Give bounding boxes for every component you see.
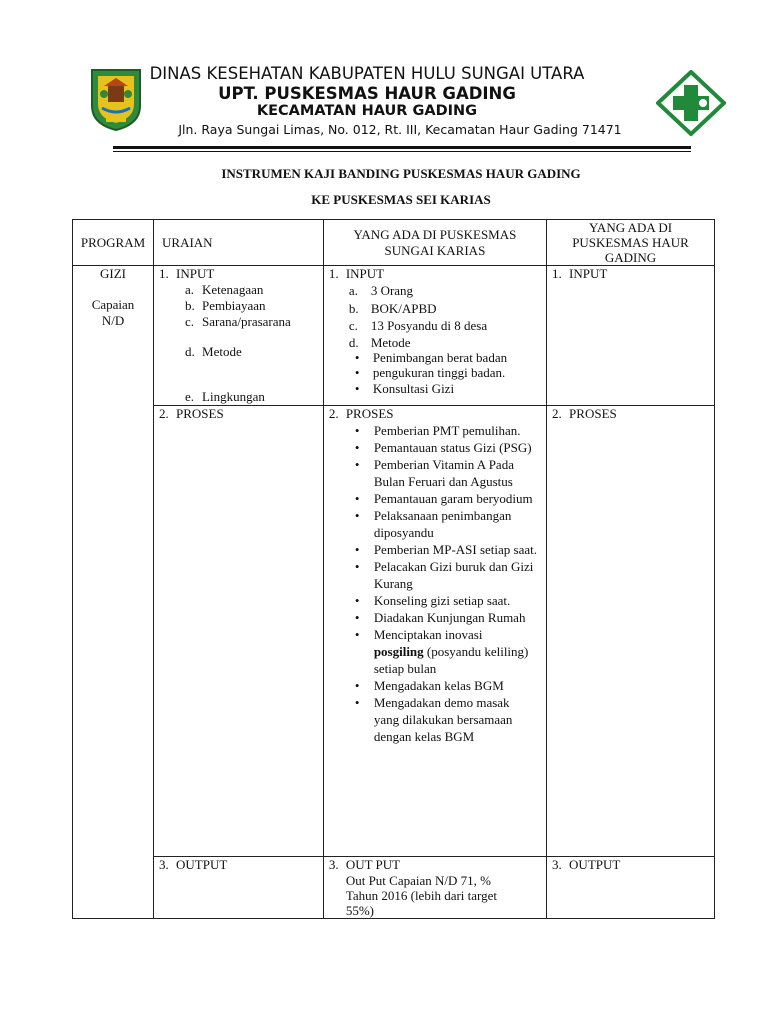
program-sub2: N/D	[101, 313, 125, 328]
list-item: • Pelacakan Gizi buruk dan Gizi Kurang	[324, 558, 538, 592]
list-item: • Pemberian MP-ASI setiap saat.	[324, 541, 538, 558]
program-cell	[73, 266, 154, 919]
list-item: • Pemberian PMT pemulihan.	[324, 422, 538, 439]
haur-output-cell	[547, 857, 715, 919]
table-row-proses	[73, 406, 715, 857]
header-sungai-karias: YANG ADA DI PUSKESMAS SUNGAI KARIAS	[323, 220, 546, 266]
list-item: d. Metode	[185, 344, 242, 359]
inovasi-name: posgiling	[373, 644, 424, 659]
table-row-output	[73, 857, 715, 919]
list-item: b. Pembiayaan	[185, 298, 266, 313]
program-sub1: Capaian	[91, 297, 135, 312]
list-item: 3. OUTPUT	[159, 857, 228, 872]
table-row-input	[73, 266, 715, 406]
list-item: • Konseling gizi setiap saat.	[324, 592, 538, 609]
uraian-input-cell	[154, 266, 324, 406]
list-item: 2. PROSES	[552, 406, 617, 421]
header-program: PROGRAM	[73, 220, 154, 266]
list-item: • Penimbangan berat badan	[324, 350, 546, 366]
list-item: • Mengadakan kelas BGM	[324, 677, 538, 694]
list-item: 3. OUTPUT	[552, 857, 621, 872]
karias-input-cell	[323, 266, 546, 406]
list-item: • Pemantauan status Gizi (PSG)	[324, 439, 538, 456]
list-item: 1. INPUT	[328, 266, 385, 281]
list-item: c. Sarana/prasarana	[185, 314, 291, 329]
karias-proses-cell	[323, 406, 546, 857]
comparison-table	[72, 219, 715, 919]
output-description: Out Put Capaian N/D 71, % Tahun 2016 (lebih dari target 55%)	[345, 873, 498, 918]
list-item: • Mengadakan demo masak yang dilakukan bersamaan dengan kelas BGM	[324, 694, 538, 745]
list-item: • Menciptakan inovasi posgiling (posyandu keliling) setiap bulan	[324, 626, 538, 677]
list-item: c. 13 Posyandu di 8 desa	[348, 318, 488, 333]
list-item: 1. INPUT	[159, 266, 215, 281]
table-header-row	[73, 220, 715, 266]
list-item: • Konsultasi Gizi	[324, 381, 546, 397]
list-item: 2. PROSES	[328, 406, 394, 421]
list-item: 3. OUT PUT	[328, 857, 401, 872]
letterhead-divider	[113, 146, 691, 149]
document-subtitle: KE PUSKESMAS SEI KARIAS	[311, 192, 491, 207]
list-item: • Diadakan Kunjungan Rumah	[324, 609, 538, 626]
list-item: a. Ketenagaan	[185, 282, 264, 297]
karias-output-cell	[323, 857, 546, 919]
letterhead-district: KECAMATAN HAUR GADING	[256, 103, 478, 119]
list-item: • pengukuran tinggi badan.	[324, 365, 546, 381]
list-item: e. Lingkungan	[185, 389, 265, 404]
list-item: 1. INPUT	[552, 266, 608, 281]
header-uraian: URAIAN	[154, 220, 324, 266]
uraian-output-cell	[154, 857, 324, 919]
list-item: a. 3 Orang	[348, 283, 414, 298]
letterhead-agency: DINAS KESEHATAN KABUPATEN HULU SUNGAI UTARA	[149, 64, 585, 83]
document-title: INSTRUMEN KAJI BANDING PUSKESMAS HAUR GADING	[221, 166, 581, 181]
haur-proses-cell	[547, 406, 715, 857]
list-item: d. Metode	[348, 334, 411, 350]
list-item: 2. PROSES	[159, 406, 224, 421]
program-name: GIZI	[100, 266, 126, 281]
letterhead-divider-thin	[113, 151, 691, 152]
letterhead-address: Jln. Raya Sungai Limas, No. 012, Rt. III, Kecamatan Haur Gading 71471	[178, 122, 622, 137]
uraian-proses-cell	[154, 406, 324, 857]
list-item: • Pelaksanaan penimbangan diposyandu	[324, 507, 538, 541]
list-item: • Pemberian Vitamin A Pada Bulan Feruari dan Agustus	[324, 456, 538, 490]
list-item: b. BOK/APBD	[348, 300, 437, 316]
list-item: • Pemantauan garam beryodium	[324, 490, 538, 507]
haur-input-cell	[547, 266, 715, 406]
letterhead-unit: UPT. PUSKESMAS HAUR GADING	[218, 84, 516, 103]
header-haur-gading: YANG ADA DI PUSKESMAS HAUR GADING	[547, 220, 715, 266]
